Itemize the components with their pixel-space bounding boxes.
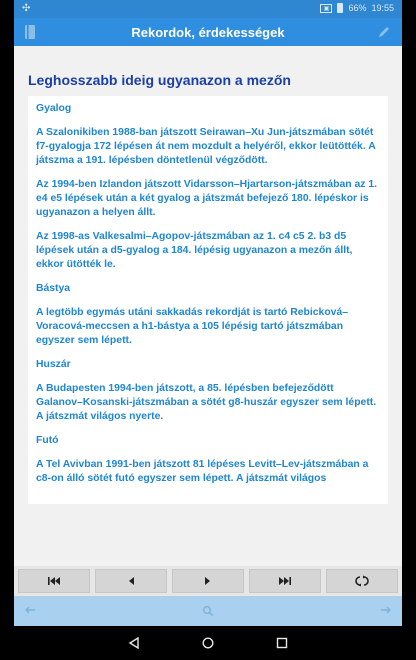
card-text: [28, 96, 388, 486]
paragraph: A Tel Avivban 1991-ben játszott 81 lépéses Levitt–Lev-játszmában a c8-on álló sötét futó egyszer sem lépett. A játszmát világos: [36, 459, 369, 484]
paragraph: Az 1998-as Valkesalmi–Agopov-játszmában az 1. c4 c5 2. b3 d5 lépések után a d5-gyalog a 184. lépésig ugyanazon a mezőn állt, ekkor ütötték le.: [36, 231, 353, 270]
last-button[interactable]: [249, 569, 321, 593]
flip-icon: [355, 575, 369, 587]
clock-text: 19:55: [371, 3, 394, 13]
app-bar: [14, 18, 402, 46]
paragraph: A Szalonikiben 1988-ban játszott Seirawan–Xu Jun-játszmában sötét f7-gyalogja 172 lépésen át nem mozdult a helyéről, ekkor leütötték. A játszma a 191. lépésben döntetlenül végződött.: [36, 127, 376, 166]
battery-text: 66%: [348, 3, 367, 13]
system-back-icon[interactable]: [128, 637, 140, 649]
screen: [14, 0, 402, 660]
book-icon[interactable]: [24, 24, 36, 40]
status-indicators: [320, 3, 394, 13]
section-heading: Leghosszabb ideig ugyanazon a mezőn: [28, 72, 291, 88]
paragraph: Az 1994-ben Izlandon játszott Vidarsson–Hjartarson-játszmában az 1. e4 e5 lépések után a két gyalog a játszmát befejező 180. lépéskor is ugyanazon a helyen állt.: [36, 179, 378, 218]
prev-icon: [126, 576, 136, 586]
search-icon[interactable]: [202, 605, 214, 617]
paragraph: A legtöbb egymás utáni sakkadás rekordját is tartó Rebicková–Voracová-meccsen a h1-bástya a 105 lépésig tartó játszmában egyszer sem lépett.: [36, 307, 349, 346]
subheading-futo: Futó: [36, 435, 59, 446]
forward-arrow-icon[interactable]: [380, 604, 392, 616]
paragraph: A Budapesten 1994-ben játszott, a 85. lépésben befejeződött Galanov–Kosanski-játszmában a sötét g8-huszár egyszer sem lépett. A játszmát világos nyerte.: [36, 383, 377, 422]
system-home-icon[interactable]: [202, 637, 214, 649]
bottom-bar: [14, 596, 402, 626]
first-icon: [47, 576, 61, 586]
first-button[interactable]: [18, 569, 90, 593]
navigation-bar: [14, 566, 402, 596]
text-card[interactable]: [28, 96, 388, 504]
device-bezel-right: [402, 0, 416, 660]
signal-icon: ✣: [22, 3, 31, 14]
subheading-huszar: Huszár: [36, 359, 71, 370]
next-button[interactable]: [172, 569, 244, 593]
next-icon: [203, 576, 213, 586]
flip-button[interactable]: [326, 569, 398, 593]
subheading-bastya: Bástya: [36, 283, 71, 294]
subheading-gyalog: Gyalog: [36, 103, 72, 114]
back-arrow-icon[interactable]: [24, 604, 36, 616]
screen-mirror-icon: ▣: [320, 4, 332, 13]
system-recents-icon[interactable]: [276, 637, 288, 649]
device-bezel-left: [0, 0, 14, 660]
prev-button[interactable]: [95, 569, 167, 593]
system-navigation-bar: [14, 626, 402, 660]
last-icon: [278, 576, 292, 586]
battery-icon: [337, 3, 343, 13]
status-bar: [14, 0, 402, 18]
edit-icon[interactable]: [376, 24, 392, 40]
page-title: Rekordok, érdekességek: [131, 24, 285, 40]
